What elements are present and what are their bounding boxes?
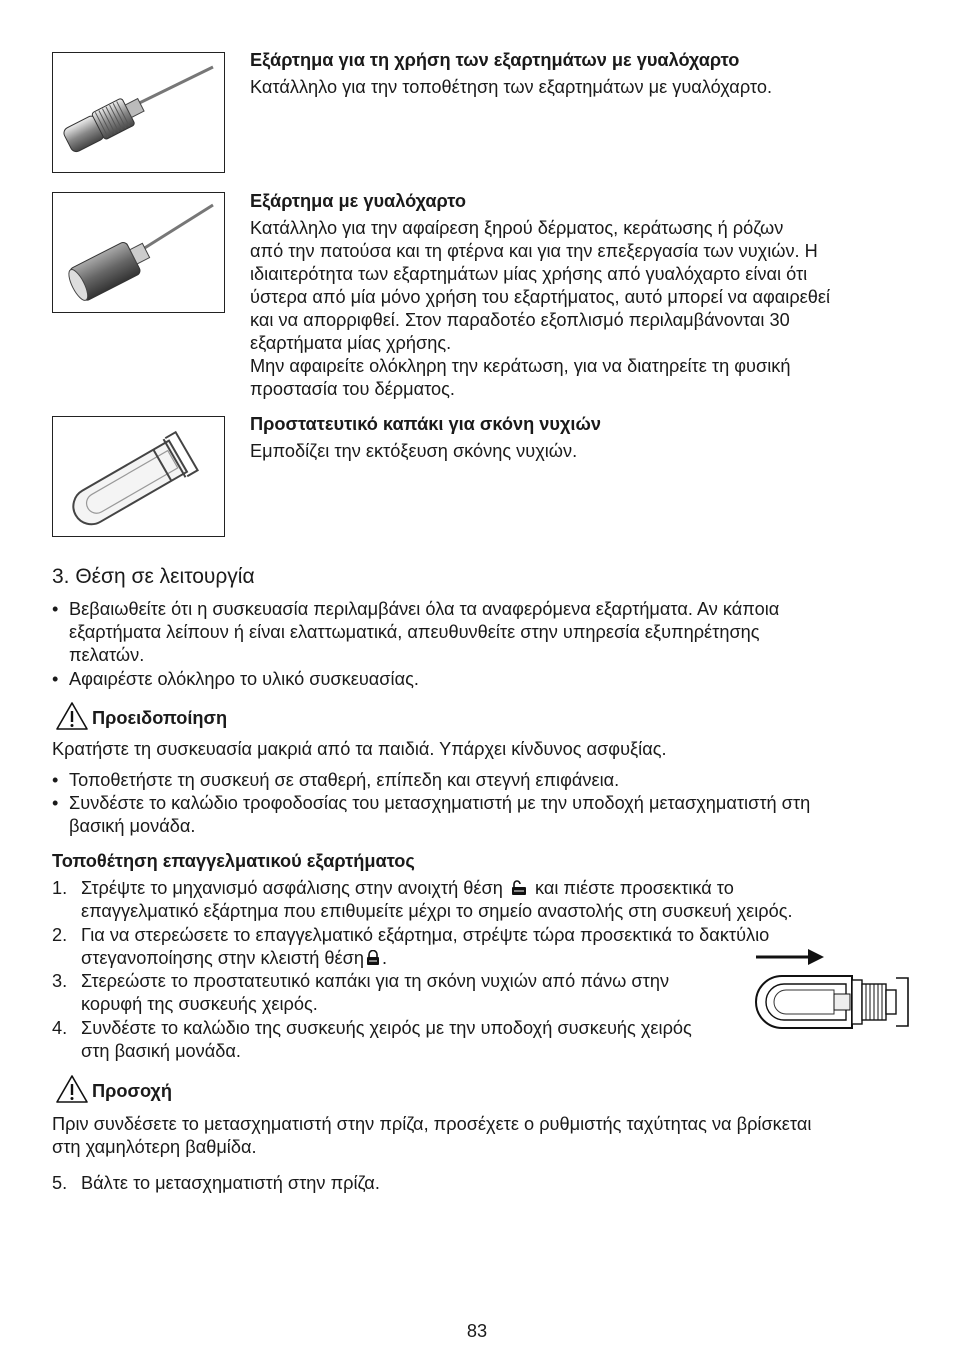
text-line: ιδιαιτερότητα των εξαρτημάτων μίας χρήσης από γυαλόχαρτο είναι ότι <box>250 264 808 284</box>
unlock-icon <box>510 880 528 896</box>
warning-triangle-icon <box>55 1074 89 1104</box>
text-line: Τοποθετήστε τη συσκευή σε σταθερή, επίπεδη και στεγνή επιφάνεια. <box>69 770 620 790</box>
page-number: 83 <box>466 1321 488 1341</box>
text-line: Για να στερεώσετε το επαγγελματικό εξάρτημα, στρέψτε τώρα προσεκτικά το δακτύλιο <box>81 925 770 945</box>
list-item <box>52 792 892 838</box>
device-with-cap-illustration <box>754 970 914 1036</box>
list-item <box>52 1172 892 1195</box>
accessory-2-text <box>250 217 830 401</box>
accessory-1-text: Κατάλληλο για την τοποθέτηση των εξαρτημάτων με γυαλόχαρτο. <box>250 77 773 97</box>
text-line: Βεβαιωθείτε ότι η συσκευασία περιλαμβάνει όλα τα αναφερόμενα εξαρτήματα. Αν κάποια <box>69 599 780 619</box>
accessory-3-title: Προστατευτικό καπάκι για σκόνη νυχιών <box>250 414 601 434</box>
step-number: 3. <box>52 971 68 991</box>
text-line: εξαρτήματα λείπουν ή είναι ελαττωματικά, απευθυνθείτε στην υπηρεσία εξυπηρέτησης <box>69 622 760 642</box>
list-item <box>52 1017 772 1063</box>
warning-text: Κρατήστε τη συσκευασία μακριά από τα παιδιά. Υπάρχει κίνδυνος ασφυξίας. <box>52 739 667 759</box>
bullet-mark: • <box>52 770 59 790</box>
text-line: από την πατούσα και τη φτέρνα και για την επεξεργασία των νυχιών. Η <box>250 241 818 261</box>
caution-text <box>52 1113 811 1159</box>
text-line: Αφαιρέστε ολόκληρο το υλικό συσκευασίας. <box>69 669 419 689</box>
text-line: επαγγελματικό εξάρτημα που επιθυμείτε μέχρι το σημείο αναστολής στη συσκευή χειρός. <box>81 901 793 921</box>
text-line: Συνδέστε το καλώδιο τροφοδοσίας του μετασχηματιστή με την υποδοχή μετασχηματιστή στη <box>69 793 811 813</box>
lock-icon <box>366 950 380 966</box>
text-line: εξαρτήματα μίας χρήσης. <box>250 333 452 353</box>
text-line: στη βασική μονάδα. <box>81 1041 241 1061</box>
text-line: στεγανοποίησης στην κλειστή θέση <box>81 948 364 968</box>
sanding-mandrel-image <box>52 52 225 173</box>
list-item <box>52 668 892 691</box>
bullet-mark: • <box>52 599 59 619</box>
warning-triangle-icon <box>55 701 89 731</box>
arrow-right-icon <box>754 947 826 967</box>
text-line: προστασία του δέρματος. <box>250 379 455 399</box>
text-line: Συνδέστε το καλώδιο της συσκευής χειρός με την υποδοχή συσκευής χειρός <box>81 1018 692 1038</box>
section-heading: 3. Θέση σε λειτουργία <box>52 565 255 588</box>
sanding-cap-image <box>52 192 225 313</box>
accessory-3-text: Εμποδίζει την εκτόξευση σκόνης νυχιών. <box>250 441 578 461</box>
step-number: 1. <box>52 878 68 898</box>
text-line: κορυφή της συσκευής χειρός. <box>81 994 318 1014</box>
text-line: πελατών. <box>69 645 145 665</box>
list-item <box>52 598 892 667</box>
text-line: Βάλτε το μετασχηματιστή στην πρίζα. <box>81 1173 380 1193</box>
text-line: Πριν συνδέσετε το μετασχηματιστή στην πρίζα, προσέχετε ο ρυθμιστής ταχύτητας να βρίσκεται <box>52 1114 812 1134</box>
step-number: 5. <box>52 1173 68 1193</box>
caution-title: Προσοχή <box>92 1081 172 1101</box>
text-line: Μην αφαιρείτε ολόκληρη την κεράτωση, για να διατηρείτε τη φυσική <box>250 356 791 376</box>
list-item <box>52 877 892 923</box>
dust-cap-image <box>52 416 225 537</box>
text-line: Κατάλληλο για την αφαίρεση ξηρού δέρματος, κεράτωσης ή ρόζων <box>250 218 784 238</box>
step-number: 2. <box>52 925 68 945</box>
bullet-mark: • <box>52 669 59 689</box>
text-line: και πιέστε προσεκτικά το <box>534 878 734 898</box>
warning-title: Προειδοποίηση <box>92 708 228 728</box>
text-line: Στερεώστε το προστατευτικό καπάκι για τη σκόνη νυχιών από πάνω στην <box>81 971 670 991</box>
list-item <box>52 970 772 1016</box>
accessory-2-title: Εξάρτημα με γυαλόχαρτο <box>250 191 467 211</box>
accessory-1-title: Εξάρτημα για τη χρήση των εξαρτημάτων με γυαλόχαρτο <box>250 50 740 70</box>
step-number: 4. <box>52 1018 68 1038</box>
text-line: βασική μονάδα. <box>69 816 196 836</box>
text-line: . <box>381 948 388 968</box>
text-line: Στρέψτε το μηχανισμό ασφάλισης στην ανοιχτή θέση <box>81 878 503 898</box>
text-line: στη χαμηλότερη βαθμίδα. <box>52 1137 257 1157</box>
list-item <box>52 769 892 792</box>
bullet-mark: • <box>52 793 59 813</box>
text-line: ύστερα από μία μόνο χρήση του εξαρτήματος, αυτό μπορεί να αφαιρεθεί <box>250 287 831 307</box>
subheading: Τοποθέτηση επαγγελματικού εξαρτήματος <box>52 851 415 871</box>
text-line: και να απορριφθεί. Στον παραδοτέο εξοπλισμό περιλαμβάνονται 30 <box>250 310 790 330</box>
